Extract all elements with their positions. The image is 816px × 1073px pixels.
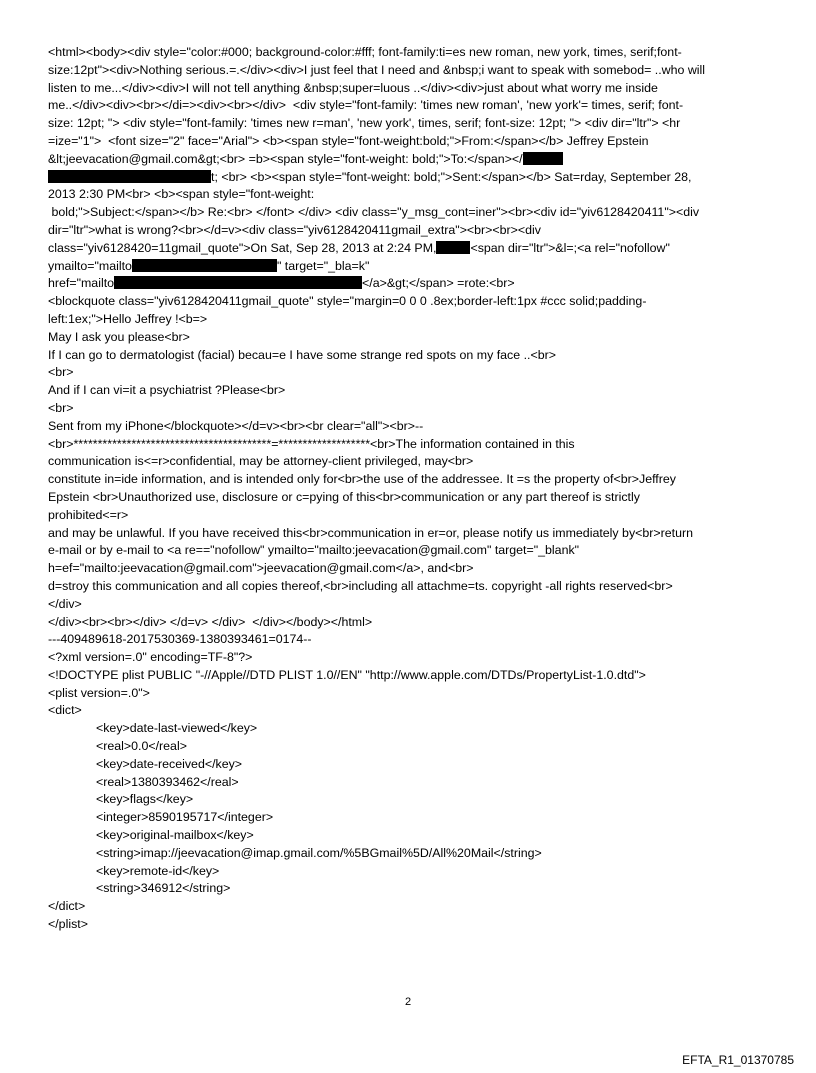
text-line: and may be unlawful. If you have received this<br>communication in er=or, please notify us immediately by<br>return [48, 525, 694, 540]
text-line: <br> [48, 365, 74, 380]
text-line: <key>date-last-viewed</key> [96, 721, 258, 736]
text-segment: <span dir="ltr">&l=;<a rel="nofollow" [470, 240, 670, 255]
text-line: May I ask you please<br> [48, 329, 190, 344]
redaction-block [114, 276, 362, 289]
text-line: <string>346912</string> [96, 881, 231, 896]
text-line: </plist> [48, 917, 88, 932]
text-line: bold;">Subject:</span></b> Re:<br> </font> </div> <div class="y_msg_cont=iner"><br><div id="yiv6128420411"><div [48, 205, 700, 220]
text-line [48, 275, 778, 293]
text-line: <key>original-mailbox</key> [96, 828, 254, 843]
text-line: constitute in=ide information, and is intended only for<br>the use of the addressee. It =s the property of<br>Jeffrey [48, 472, 676, 487]
text-line: h=ef="mailto:jeevacation@gmail.com">jeevacation@gmail.com</a>, and<br> [48, 561, 474, 576]
page-number: 2 [404, 996, 412, 1008]
text-line: me..</div><div><br></di=><div><br></div> <div style="font-family: 'times new roman', 'new york'= times, serif; font- [48, 98, 684, 113]
text-line: <?xml version=.0" encoding=TF-8"?> [48, 650, 253, 665]
text-segment: class="yiv6128420=11gmail_quote">On Sat, Sep 28, 2013 at 2:24 PM, [48, 240, 437, 255]
text-line: <integer>8590195717</integer> [96, 810, 274, 825]
text-line: Epstein <br>Unauthorized use, disclosure or c=pying of this<br>communication or any part thereof is strictly [48, 489, 640, 504]
text-line: </div><br><br></div> </d=v> </div> </div></body></html> [48, 614, 373, 629]
text-segment: " target="_bla=k" [276, 258, 370, 273]
text-line [48, 151, 778, 169]
text-line: <key>remote-id</key> [96, 863, 220, 878]
text-line: And if I can vi=it a psychiatrist ?Please<br> [48, 383, 286, 398]
text-line: size: 12pt; "> <div style="font-family: 'times new r=man', 'new york', times, serif; font-size: 12pt; "> <div dir="ltr"> <hr [48, 116, 681, 131]
text-segment: href="mailto [48, 276, 115, 291]
text-line: listen to me...</div><div>I will not tell anything &nbsp;super=luous ..</div><div>just about what worry me inside [48, 80, 658, 95]
text-segment: ymailto="mailto [48, 258, 132, 273]
text-line: <key>flags</key> [96, 792, 194, 807]
text-line: <dict> [48, 703, 82, 718]
text-line [48, 169, 778, 187]
redaction-block [132, 259, 277, 272]
bates-number: EFTA_R1_01370785 [682, 1053, 794, 1067]
redaction-block [436, 241, 470, 254]
redaction-block [48, 170, 211, 183]
text-line: left:1ex;">Hello Jeffrey !<b=> [48, 311, 208, 326]
text-segment: t; <br> <b><span style="font-weight: bold;">Sent:</span></b> Sat=rday, September 28, [211, 169, 692, 184]
text-line: size:12pt"><div>Nothing serious.=.</div><div>I just feel that I need and &nbsp;i want to speak with somebod= ..who will [48, 62, 706, 77]
text-line: <br>*****************************************=*******************<br>The information contained in this [48, 436, 575, 451]
text-line: <string>imap://jeevacation@imap.gmail.com/%5BGmail%5D/All%20Mail</string> [96, 845, 542, 860]
text-line: d=stroy this communication and all copies thereof,<br>including all attachme=ts. copyright -all rights reserved<br> [48, 578, 673, 593]
text-line: <real>0.0</real> [96, 739, 187, 754]
text-segment: &lt;jeevacation@gmail.com&gt;<br> =b><span style="font-weight: bold;">To:</span></ [48, 151, 523, 166]
document-body [48, 44, 778, 934]
text-line: If I can go to dermatologist (facial) becau=e I have some strange red spots on my face ..<br> [48, 347, 556, 362]
text-segment: </a>&gt;</span> =rote:<br> [362, 276, 515, 291]
text-line: </dict> [48, 899, 86, 914]
text-line: ---409489618-2017530369-1380393461=0174-- [48, 632, 312, 647]
text-line: <key>date-received</key> [96, 756, 243, 771]
text-line: communication is<=r>confidential, may be attorney-client privileged, may<br> [48, 454, 474, 469]
text-line: <!DOCTYPE plist PUBLIC "-//Apple//DTD PLIST 1.0//EN" "http://www.apple.com/DTDs/PropertyList-1.0.dtd"> [48, 667, 646, 682]
text-line: <br> [48, 400, 74, 415]
text-line: <blockquote class="yiv6128420411gmail_quote" style="margin=0 0 0 .8ex;border-left:1px #ccc solid;padding- [48, 294, 647, 309]
text-line: prohibited<=r> [48, 507, 129, 522]
text-line [48, 240, 778, 258]
text-line: dir="ltr">what is wrong?<br></d=v><div class="yiv6128420411gmail_extra"><br><br><div [48, 222, 541, 237]
text-line: e-mail or by e-mail to <a re=="nofollow" ymailto="mailto:jeevacation@gmail.com" target="_blank" [48, 543, 580, 558]
text-line [48, 258, 778, 276]
text-line: <real>1380393462</real> [96, 774, 239, 789]
redaction-block [523, 152, 563, 165]
text-line: <html><body><div style="color:#000; background-color:#fff; font-family:ti=es new roman, new york, times, serif;font- [48, 45, 682, 59]
text-line: 2013 2:30 PM<br> <b><span style="font-weight: [48, 187, 315, 202]
text-line: Sent from my iPhone</blockquote></d=v><br><br clear="all"><br>-- [48, 418, 424, 433]
text-line: </div> [48, 596, 82, 611]
text-line: =ize="1"> <font size="2" face="Arial"> <b><span style="font-weight:bold;">From:</span></b> Jeffrey Epstein [48, 133, 649, 148]
text-line: <plist version=.0"> [48, 685, 150, 700]
